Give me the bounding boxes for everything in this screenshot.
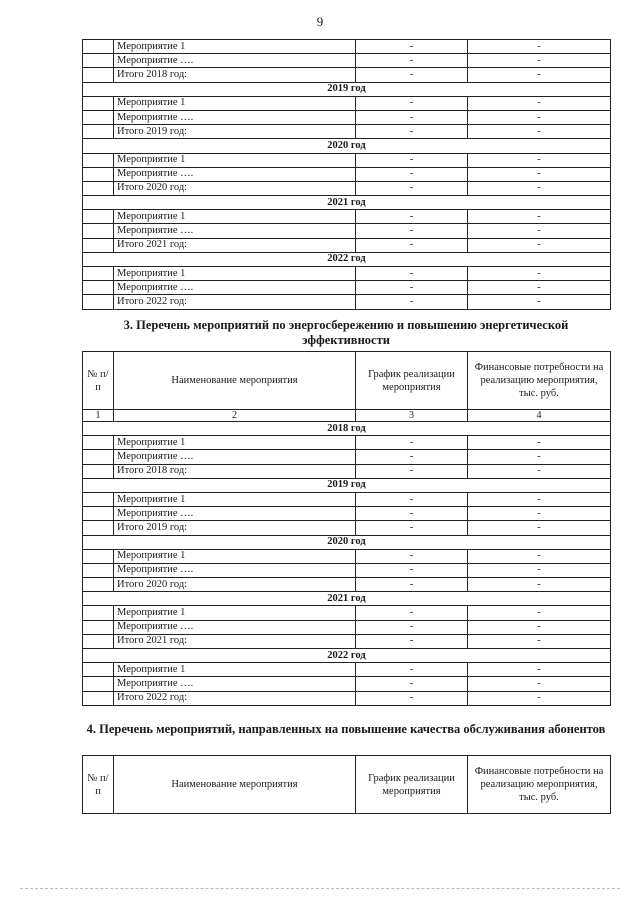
total-label: Итого 2019 год: bbox=[114, 125, 356, 139]
row-number-cell bbox=[83, 238, 114, 252]
header-name: Наименование мероприятия bbox=[114, 352, 356, 410]
finance-cell: - bbox=[468, 40, 611, 54]
year-label: 2020 год bbox=[83, 139, 611, 153]
schedule-cell: - bbox=[356, 507, 468, 521]
row-number-cell bbox=[83, 549, 114, 563]
schedule-cell: - bbox=[356, 267, 468, 281]
event-name: Мероприятие 1 bbox=[114, 492, 356, 506]
schedule-cell: - bbox=[356, 54, 468, 68]
table-row bbox=[83, 167, 611, 181]
table-row bbox=[83, 620, 611, 634]
table-row bbox=[83, 267, 611, 281]
row-number-cell bbox=[83, 267, 114, 281]
year-row bbox=[83, 82, 611, 96]
schedule-cell: - bbox=[356, 450, 468, 464]
event-name: Мероприятие 1 bbox=[114, 153, 356, 167]
total-row bbox=[83, 521, 611, 535]
event-name: Мероприятие 1 bbox=[114, 549, 356, 563]
event-name: Мероприятие 1 bbox=[114, 96, 356, 110]
row-number-cell bbox=[83, 563, 114, 577]
table-section-3 bbox=[82, 351, 611, 706]
event-name: Мероприятие …. bbox=[114, 224, 356, 238]
total-row bbox=[83, 238, 611, 252]
event-name: Мероприятие 1 bbox=[114, 40, 356, 54]
schedule-cell: - bbox=[356, 40, 468, 54]
finance-cell: - bbox=[468, 238, 611, 252]
schedule-cell: - bbox=[356, 224, 468, 238]
year-label: 2019 год bbox=[83, 478, 611, 492]
total-label: Итого 2018 год: bbox=[114, 464, 356, 478]
finance-cell: - bbox=[468, 181, 611, 195]
row-number-cell bbox=[83, 210, 114, 224]
finance-cell: - bbox=[468, 677, 611, 691]
row-number-cell bbox=[83, 181, 114, 195]
row-number-cell bbox=[83, 677, 114, 691]
table-continued bbox=[82, 39, 611, 310]
column-number-row bbox=[83, 410, 611, 422]
table-row bbox=[83, 563, 611, 577]
total-label: Итого 2018 год: bbox=[114, 68, 356, 82]
event-name: Мероприятие 1 bbox=[114, 663, 356, 677]
table-row bbox=[83, 436, 611, 450]
year-label: 2021 год bbox=[83, 592, 611, 606]
table-row bbox=[83, 663, 611, 677]
schedule-cell: - bbox=[356, 620, 468, 634]
row-number-cell bbox=[83, 281, 114, 295]
event-name: Мероприятие …. bbox=[114, 563, 356, 577]
row-number-cell bbox=[83, 68, 114, 82]
schedule-cell: - bbox=[356, 96, 468, 110]
finance-cell: - bbox=[468, 521, 611, 535]
schedule-cell: - bbox=[356, 563, 468, 577]
table-row bbox=[83, 549, 611, 563]
total-label: Итого 2020 год: bbox=[114, 578, 356, 592]
event-name: Мероприятие …. bbox=[114, 110, 356, 124]
schedule-cell: - bbox=[356, 295, 468, 309]
schedule-cell: - bbox=[356, 606, 468, 620]
table-continued-body bbox=[83, 40, 611, 310]
schedule-cell: - bbox=[356, 634, 468, 648]
table-row bbox=[83, 450, 611, 464]
year-row bbox=[83, 478, 611, 492]
event-name: Мероприятие …. bbox=[114, 167, 356, 181]
event-name: Мероприятие 1 bbox=[114, 606, 356, 620]
finance-cell: - bbox=[468, 281, 611, 295]
row-number-cell bbox=[83, 153, 114, 167]
finance-cell: - bbox=[468, 578, 611, 592]
year-label: 2022 год bbox=[83, 649, 611, 663]
page-number: 9 bbox=[316, 14, 324, 29]
finance-cell: - bbox=[468, 167, 611, 181]
row-number-cell bbox=[83, 606, 114, 620]
year-row bbox=[83, 252, 611, 266]
header-num: № п/п bbox=[83, 756, 114, 814]
year-row bbox=[83, 196, 611, 210]
year-label: 2019 год bbox=[83, 82, 611, 96]
year-row bbox=[83, 422, 611, 436]
event-name: Мероприятие 1 bbox=[114, 210, 356, 224]
row-number-cell bbox=[83, 40, 114, 54]
finance-cell: - bbox=[468, 606, 611, 620]
table-row bbox=[83, 281, 611, 295]
table-row bbox=[83, 210, 611, 224]
row-number-cell bbox=[83, 691, 114, 705]
schedule-cell: - bbox=[356, 281, 468, 295]
event-name: Мероприятие …. bbox=[114, 620, 356, 634]
event-name: Мероприятие 1 bbox=[114, 436, 356, 450]
event-name: Мероприятие 1 bbox=[114, 267, 356, 281]
schedule-cell: - bbox=[356, 436, 468, 450]
total-row bbox=[83, 295, 611, 309]
event-name: Мероприятие …. bbox=[114, 507, 356, 521]
year-row bbox=[83, 592, 611, 606]
page-bottom-rule bbox=[20, 888, 620, 889]
year-row bbox=[83, 649, 611, 663]
row-number-cell bbox=[83, 507, 114, 521]
row-number-cell bbox=[83, 96, 114, 110]
schedule-cell: - bbox=[356, 464, 468, 478]
year-label: 2018 год bbox=[83, 422, 611, 436]
section-4-title: 4. Перечень мероприятий, направленных на повышение качества обслуживания абонентов bbox=[86, 722, 606, 736]
year-label: 2021 год bbox=[83, 196, 611, 210]
finance-cell: - bbox=[468, 267, 611, 281]
table-row bbox=[83, 224, 611, 238]
total-label: Итого 2019 год: bbox=[114, 521, 356, 535]
table-row bbox=[83, 677, 611, 691]
finance-cell: - bbox=[468, 634, 611, 648]
finance-cell: - bbox=[468, 210, 611, 224]
table-row bbox=[83, 110, 611, 124]
finance-cell: - bbox=[468, 620, 611, 634]
row-number-cell bbox=[83, 110, 114, 124]
row-number-cell bbox=[83, 295, 114, 309]
finance-cell: - bbox=[468, 549, 611, 563]
table-row bbox=[83, 606, 611, 620]
total-row bbox=[83, 125, 611, 139]
finance-cell: - bbox=[468, 507, 611, 521]
finance-cell: - bbox=[468, 224, 611, 238]
year-label: 2022 год bbox=[83, 252, 611, 266]
table-row bbox=[83, 507, 611, 521]
finance-cell: - bbox=[468, 110, 611, 124]
total-label: Итого 2021 год: bbox=[114, 238, 356, 252]
schedule-cell: - bbox=[356, 68, 468, 82]
schedule-cell: - bbox=[356, 677, 468, 691]
finance-cell: - bbox=[468, 691, 611, 705]
total-label: Итого 2022 год: bbox=[114, 691, 356, 705]
row-number-cell bbox=[83, 125, 114, 139]
total-row bbox=[83, 464, 611, 478]
schedule-cell: - bbox=[356, 110, 468, 124]
table-header-row bbox=[83, 352, 611, 410]
header-schedule: График реализации мероприятия bbox=[356, 352, 468, 410]
header-finance: Финансовые потребности на реализацию мероприятия, тыс. руб. bbox=[468, 352, 611, 410]
table-row bbox=[83, 492, 611, 506]
total-label: Итого 2022 год: bbox=[114, 295, 356, 309]
event-name: Мероприятие …. bbox=[114, 54, 356, 68]
schedule-cell: - bbox=[356, 663, 468, 677]
row-number-cell bbox=[83, 663, 114, 677]
header-name: Наименование мероприятия bbox=[114, 756, 356, 814]
header-num: № п/п bbox=[83, 352, 114, 410]
event-name: Мероприятие …. bbox=[114, 677, 356, 691]
table-header-row bbox=[83, 756, 611, 814]
schedule-cell: - bbox=[356, 125, 468, 139]
year-label: 2020 год bbox=[83, 535, 611, 549]
total-label: Итого 2021 год: bbox=[114, 634, 356, 648]
finance-cell: - bbox=[468, 464, 611, 478]
row-number-cell bbox=[83, 492, 114, 506]
column-number: 1 bbox=[83, 410, 114, 422]
finance-cell: - bbox=[468, 153, 611, 167]
schedule-cell: - bbox=[356, 167, 468, 181]
finance-cell: - bbox=[468, 54, 611, 68]
finance-cell: - bbox=[468, 563, 611, 577]
finance-cell: - bbox=[468, 125, 611, 139]
finance-cell: - bbox=[468, 492, 611, 506]
row-number-cell bbox=[83, 224, 114, 238]
header-finance: Финансовые потребности на реализацию мероприятия, тыс. руб. bbox=[468, 756, 611, 814]
finance-cell: - bbox=[468, 663, 611, 677]
row-number-cell bbox=[83, 436, 114, 450]
schedule-cell: - bbox=[356, 492, 468, 506]
table-row bbox=[83, 40, 611, 54]
finance-cell: - bbox=[468, 450, 611, 464]
schedule-cell: - bbox=[356, 521, 468, 535]
table-row bbox=[83, 96, 611, 110]
schedule-cell: - bbox=[356, 181, 468, 195]
total-row bbox=[83, 634, 611, 648]
row-number-cell bbox=[83, 578, 114, 592]
row-number-cell bbox=[83, 54, 114, 68]
schedule-cell: - bbox=[356, 549, 468, 563]
table-section-3-body bbox=[83, 422, 611, 706]
finance-cell: - bbox=[468, 96, 611, 110]
event-name: Мероприятие …. bbox=[114, 450, 356, 464]
schedule-cell: - bbox=[356, 238, 468, 252]
table-section-4 bbox=[82, 755, 611, 814]
finance-cell: - bbox=[468, 68, 611, 82]
total-row bbox=[83, 68, 611, 82]
total-row bbox=[83, 691, 611, 705]
total-label: Итого 2020 год: bbox=[114, 181, 356, 195]
row-number-cell bbox=[83, 464, 114, 478]
finance-cell: - bbox=[468, 436, 611, 450]
column-number: 3 bbox=[356, 410, 468, 422]
schedule-cell: - bbox=[356, 578, 468, 592]
schedule-cell: - bbox=[356, 210, 468, 224]
row-number-cell bbox=[83, 521, 114, 535]
header-schedule: График реализации мероприятия bbox=[356, 756, 468, 814]
column-number: 4 bbox=[468, 410, 611, 422]
event-name: Мероприятие …. bbox=[114, 281, 356, 295]
table-row bbox=[83, 54, 611, 68]
year-row bbox=[83, 535, 611, 549]
row-number-cell bbox=[83, 450, 114, 464]
row-number-cell bbox=[83, 167, 114, 181]
row-number-cell bbox=[83, 634, 114, 648]
row-number-cell bbox=[83, 620, 114, 634]
total-row bbox=[83, 181, 611, 195]
section-3-title: 3. Перечень мероприятий по энергосбережению и повышению энергетической эффективности bbox=[123, 318, 569, 347]
table-row bbox=[83, 153, 611, 167]
total-row bbox=[83, 578, 611, 592]
year-row bbox=[83, 139, 611, 153]
schedule-cell: - bbox=[356, 691, 468, 705]
column-number: 2 bbox=[114, 410, 356, 422]
schedule-cell: - bbox=[356, 153, 468, 167]
finance-cell: - bbox=[468, 295, 611, 309]
